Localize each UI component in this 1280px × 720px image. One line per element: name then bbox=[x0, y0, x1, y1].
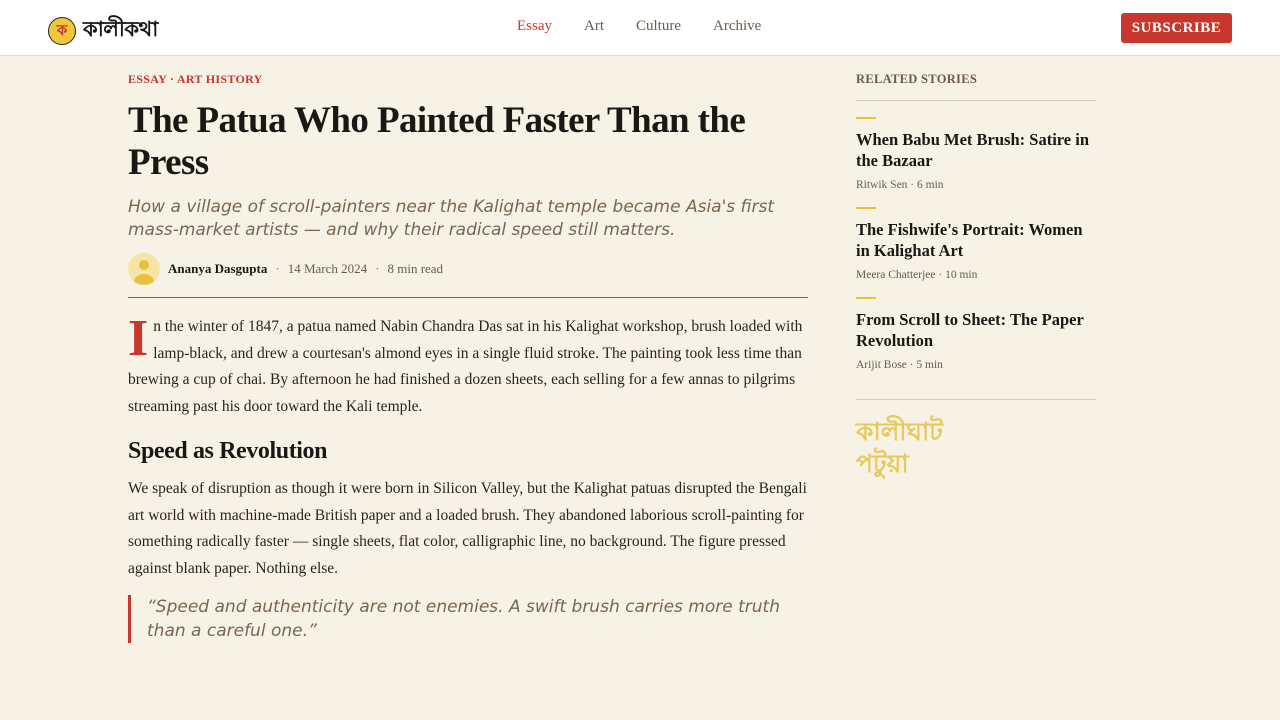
story-title[interactable]: When Babu Met Brush: Satire in the Bazaar bbox=[856, 130, 1090, 170]
story-meta: Meera Chatterjee · 10 min bbox=[856, 269, 978, 281]
read-time: 8 min read bbox=[387, 261, 444, 276]
paragraph-text: n the winter of 1847, a patua named Nabin Chandra Das sat in his Kalighat workshop, brush loaded with lamp-black, and drew a courtesan's almond eyes in a single fluid stroke. The painting took less time than brewing a cup of chai. By afternoon he had finished a dozen sheets, each selling for a few annas to pilgrims streaming past his door toward the Kali temple. bbox=[128, 318, 803, 415]
related-sidebar bbox=[856, 72, 1096, 480]
nav-link-art[interactable]: Art bbox=[584, 18, 604, 34]
story-title[interactable]: The Fishwife's Portrait: Women in Kalighat Art bbox=[856, 220, 1083, 260]
byline-separator: · bbox=[275, 261, 280, 276]
related-story[interactable] bbox=[856, 297, 1096, 371]
publish-date: 14 March 2024 bbox=[287, 261, 368, 276]
article-kicker[interactable]: ESSAY · ART HISTORY bbox=[128, 72, 263, 86]
article-paragraph: We speak of disruption as though it were born in Silicon Valley, but the Kalighat patuas disrupted the Bengali art world with machine-made British paper and a loaded brush. They abandoned laborious scroll-painting for something radically faster — single sheets, flat color, calligraphic line, no background. The figure pressed against blank paper. Nothing else. bbox=[128, 480, 807, 577]
story-accent-dash bbox=[856, 117, 876, 119]
related-story[interactable] bbox=[856, 207, 1096, 281]
logo-icon: ক bbox=[48, 17, 76, 45]
main-nav bbox=[517, 18, 793, 35]
bengali-line: কালীঘাট bbox=[856, 417, 943, 446]
story-accent-dash bbox=[856, 297, 876, 299]
pull-quote: “Speed and authenticity are not enemies. A swift brush carries more truth than a careful one.” bbox=[128, 595, 808, 643]
author-avatar-icon[interactable] bbox=[128, 253, 160, 285]
article-paragraph bbox=[128, 310, 808, 420]
byline-divider bbox=[128, 297, 808, 298]
author-name[interactable]: Ananya Dasgupta bbox=[168, 261, 268, 276]
article bbox=[128, 72, 808, 643]
site-header bbox=[0, 0, 1280, 56]
bengali-line: পটুয়া bbox=[856, 449, 909, 478]
brand-name: কালীকথা bbox=[83, 17, 158, 41]
drop-cap: I bbox=[128, 310, 149, 367]
bengali-wordmark bbox=[856, 416, 1096, 480]
article-dek: How a village of scroll-painters near the Kalighat temple became Asia's first mass-market artists — and why their radical speed still matters. bbox=[128, 197, 775, 240]
nav-link-essay[interactable]: Essay bbox=[517, 18, 552, 34]
related-story[interactable] bbox=[856, 117, 1096, 191]
sidebar-divider bbox=[856, 100, 1096, 101]
story-meta: Ritwik Sen · 6 min bbox=[856, 179, 944, 191]
story-meta: Arijit Bose · 5 min bbox=[856, 359, 943, 371]
nav-link-culture[interactable]: Culture bbox=[636, 18, 681, 34]
story-accent-dash bbox=[856, 207, 876, 209]
article-headline: The Patua Who Painted Faster Than the Press bbox=[128, 100, 746, 183]
byline-separator: · bbox=[375, 261, 380, 276]
subscribe-button[interactable]: SUBSCRIBE bbox=[1121, 13, 1232, 43]
byline bbox=[128, 253, 808, 285]
story-title[interactable]: From Scroll to Sheet: The Paper Revolution bbox=[856, 310, 1084, 350]
section-heading: Speed as Revolution bbox=[128, 438, 328, 464]
sidebar-title: RELATED STORIES bbox=[856, 72, 978, 86]
nav-link-archive[interactable]: Archive bbox=[713, 18, 762, 34]
brand[interactable] bbox=[48, 13, 158, 48]
sidebar-divider bbox=[856, 399, 1096, 400]
